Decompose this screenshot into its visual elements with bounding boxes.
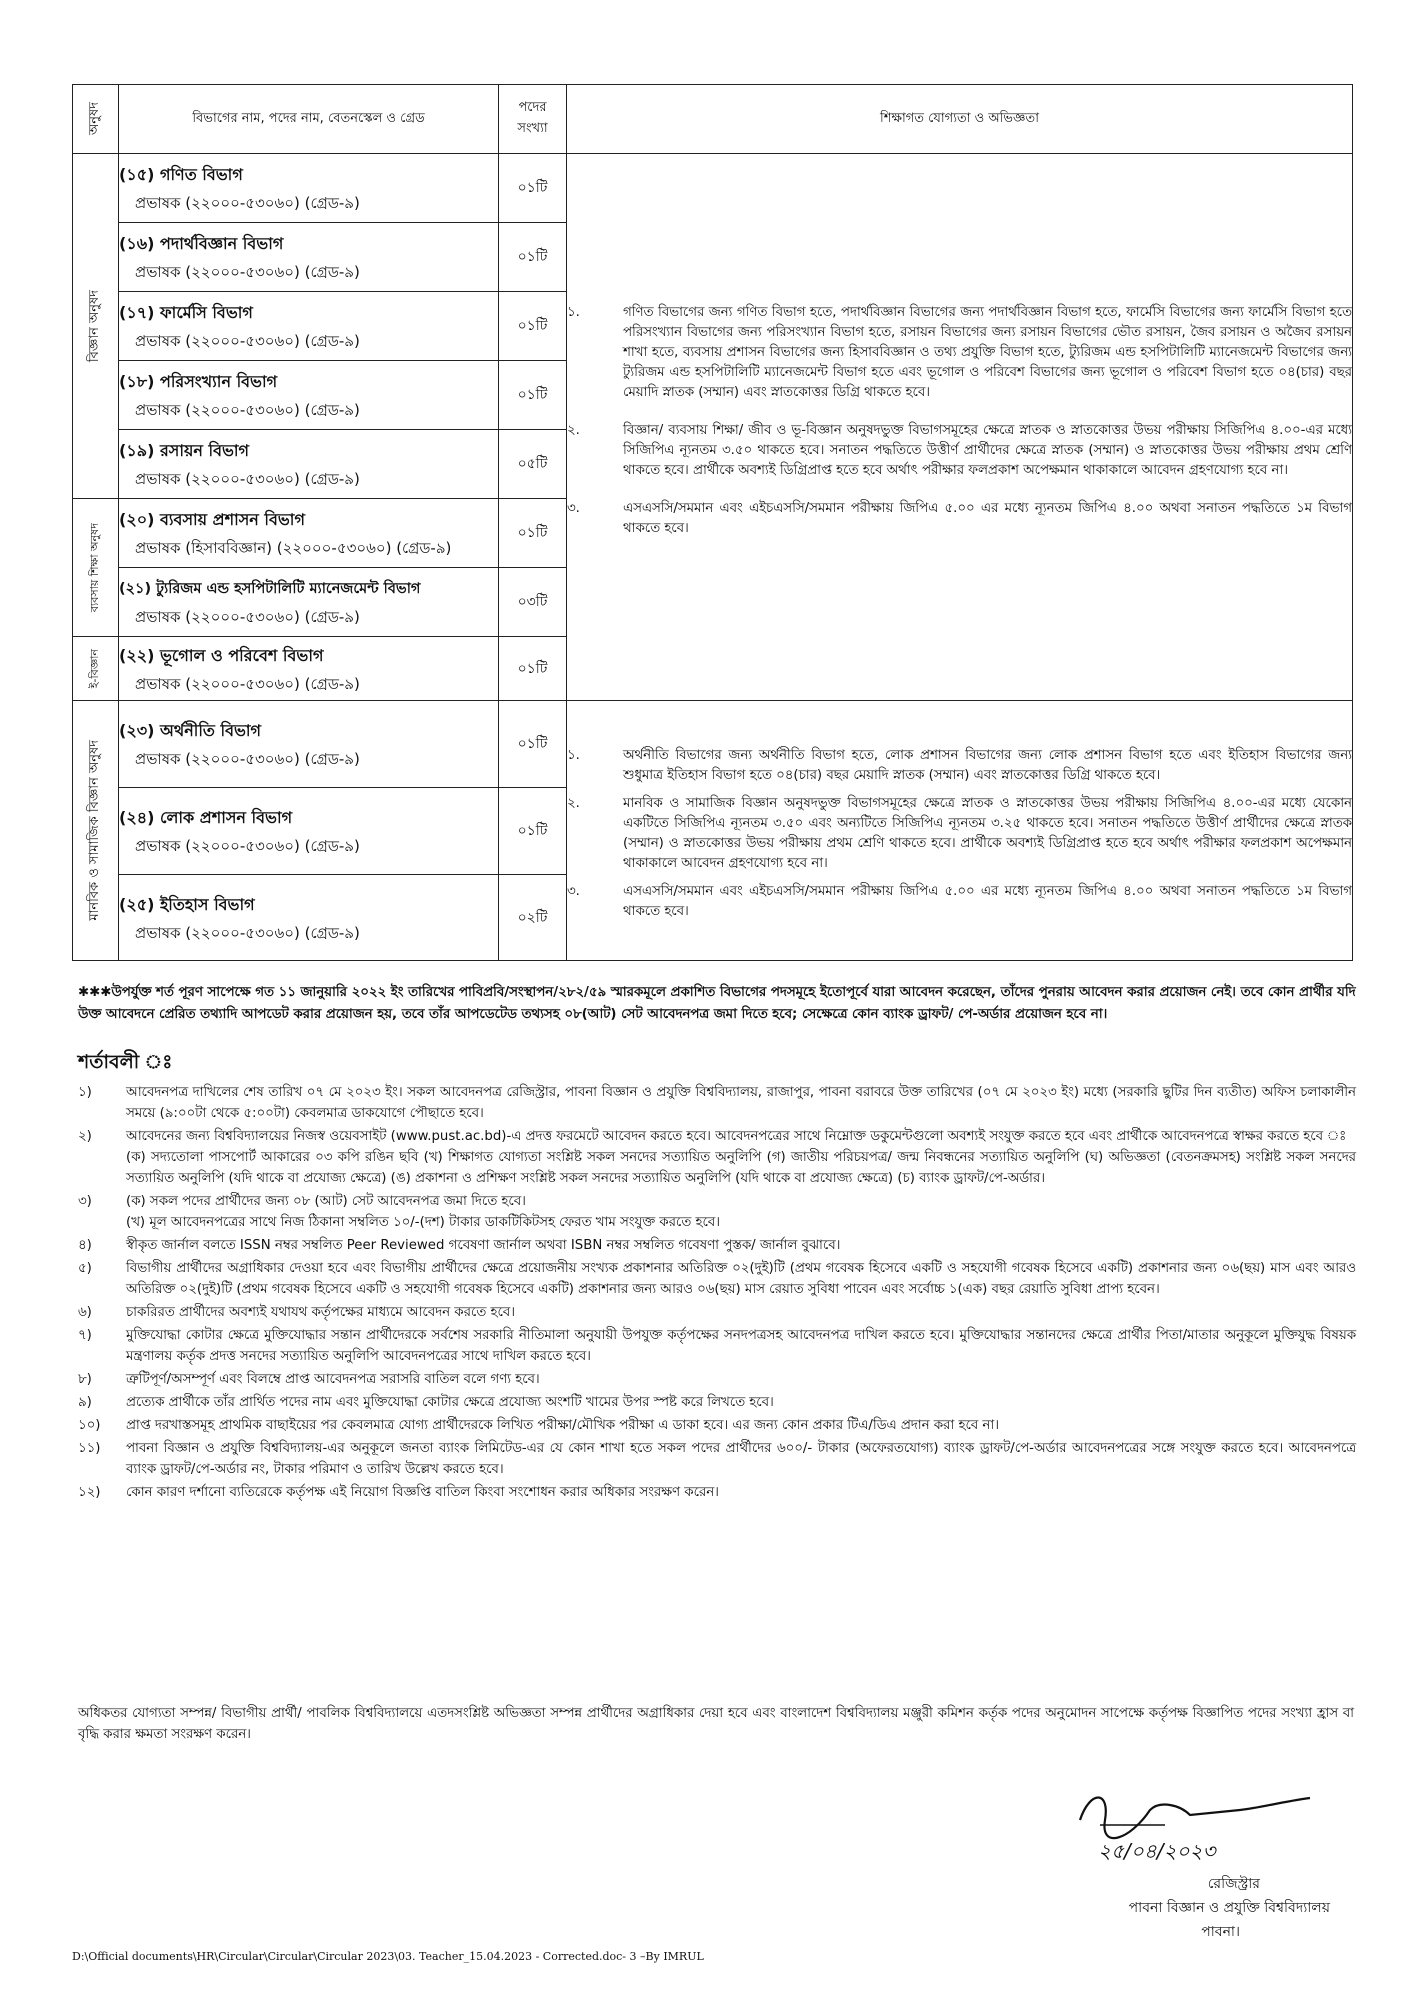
dept-cell: (২৩) অর্থনীতি বিভাগ প্রভাষক (২২০০০-৫৩০৬০) (গ্রেড-৯)	[119, 701, 499, 788]
faculty-e-science: ই-বিজ্ঞান	[73, 637, 119, 701]
reapplication-note: ✱✱✱উপর্যুক্ত শর্ত পূরণ সাপেক্ষে গত ১১ জানুয়ারি ২০২২ ইং তারিখের পাবিপ্রবি/সংস্থাপন/২৮২/৫৯ স্মারকমূলে প্রকাশিত বিভাগের পদসমূহে ইতোপূর্বে যারা আবেদন করেছেন, তাঁদের পুনরায় আবেদন করার প্রয়োজন নেই। তবে কোন প্রার্থীর যদি উক্ত আবেদনে প্রেরিত তথ্যাদি আপডেট করার প্রয়োজন হয়, তবে তাঁর আপডেটেড তথ্যসহ ০৮(আট) সেট আবেদনপত্র জমা দিতে হবে; সেক্ষেত্রে কোন ব্যাংক ড্রাফট/ পে-অর্ডার প্রয়োজন হবে না।	[78, 985, 1356, 1022]
post-count: ০১টি	[499, 788, 567, 875]
table-row	[73, 701, 1353, 788]
qualification-item: ২. বিজ্ঞান/ ব্যবসায় শিক্ষা/ জীব ও ভূ-বিজ্ঞান অনুষদভুক্ত বিভাগসমূহের ক্ষেত্রে স্নাতক ও স্নাতকোত্তর উভয় পরীক্ষায় সিজিপিএ ৪.০০-এর মধ্যে সিজিপিএ ন্যূনতম ৩.৫০ থাকতে হবে। সনাতন পদ্ধতিতে উত্তীর্ণ প্রার্থীদের ক্ষেত্রে স্নাতক (সম্মান) ও স্নাতকোত্তর উভয় পরীক্ষায় প্রথম শ্রেণি থাকতে হবে। প্রার্থীকে অবশ্যই ডিগ্রিপ্রাপ্ত হতে হবে অর্থাৎ পরীক্ষার ফলপ্রকাশ অপেক্ষমান থাকাকালে আবেদন গ্রহণযোগ্য হবে না।	[567, 423, 1352, 478]
dept-cell: (১৬) পদার্থবিজ্ঞান বিভাগ প্রভাষক (২২০০০-৫৩০৬০) (গ্রেড-৯)	[119, 223, 499, 292]
signatory-title: রেজিস্ট্রার	[1207, 1876, 1260, 1892]
signature-icon	[1070, 1780, 1330, 1870]
dept-cell: (১৮) পরিসংখ্যান বিভাগ প্রভাষক (২২০০০-৫৩০৬০) (গ্রেড-৯)	[119, 361, 499, 430]
post-count: ০৩টি	[499, 568, 567, 637]
post-count: ০১টি	[499, 223, 567, 292]
list-item: ৫) বিভাগীয় প্রার্থীদের অগ্রাধিকার দেওয়া হবে এবং বিভাগীয় প্রার্থীদের ক্ষেত্রে প্রয়োজনীয় সংখ্যক প্রকাশনার অতিরিক্ত ০২(দুই)টি (প্রথম গবেষক হিসেবে একটি ও সহযোগী গবেষক হিসেবে একটি) প্রকাশনার জন্য ০৬(ছয়) মাস এবং আরও অতিরিক্ত ০২(দুই)টি (প্রথম গবেষক হিসেবে একটি ও সহযোগী গবেষক হিসেবে একটি) প্রকাশনার জন্য আরও ০৬(ছয়) মাস রেয়াত সুবিধা পাবেন এবং সর্বোচ্চ ১(এক) বছর রেয়াতি সুবিধা প্রাপ্য হবেন।	[78, 1261, 1356, 1297]
signature-date: ২৫/০৪/২০২৩	[1098, 1839, 1216, 1863]
qualification-header: শিক্ষাগত যোগ্যতা ও অভিজ্ঞতা	[567, 85, 1353, 154]
qualification-item: ৩. এসএসসি/সমমান এবং এইচএসসি/সমমান পরীক্ষায় জিপিএ ৫.০০ এর মধ্যে ন্যূনতম জিপিএ ৪.০০ অথবা সনাতন পদ্ধতিতে ১ম বিভাগ থাকতে হবে।	[567, 883, 1352, 919]
count-header: পদের সংখ্যা	[499, 85, 567, 154]
dept-cell: (২২) ভূগোল ও পরিবেশ বিভাগ প্রভাষক (২২০০০-৫৩০৬০) (গ্রেড-৯)	[119, 637, 499, 701]
list-item: ৩) (ক) সকল পদের প্রার্থীদের জন্য ০৮ (আট) সেট আবেদনপত্র জমা দিতে হবে। (খ) মূল আবেদনপত্রের সাথে নিজ ঠিকানা সম্বলিত ১০/-(দশ) টাকার ডাকটিকিটসহ ফেরত খাম সংযুক্ত করতে হবে।	[78, 1194, 720, 1230]
list-item: ৮) ত্রুটিপূর্ণ/অসম্পূর্ণ এবং বিলম্বে প্রাপ্ত আবেদনপত্র সরাসরি বাতিল বলে গণ্য হবে।	[78, 1372, 540, 1387]
dept-cell: (১৭) ফার্মেসি বিভাগ প্রভাষক (২২০০০-৫৩০৬০) (গ্রেড-৯)	[119, 292, 499, 361]
list-item: ১০) প্রাপ্ত দরখাস্তসমূহ প্রাথমিক বাছাইয়ের পর কেবলমাত্র যোগ্য প্রার্থীদেরকে লিখিত পরীক্ষা/মৌখিক পরীক্ষা এ ডাকা হবে। এর জন্য কোন প্রকার টিএ/ডিএ প্রদান করা হবে না।	[78, 1418, 999, 1433]
signatory-city: পাবনা।	[1201, 1924, 1240, 1940]
faculty-business: ব্যবসায় শিক্ষা অনুষদ	[73, 499, 119, 637]
post-count: ০৫টি	[499, 430, 567, 499]
list-item: ৬) চাকরিরত প্রার্থীদের অবশ্যই যথাযথ কর্তৃপক্ষের মাধ্যমে আবেদন করতে হবে।	[78, 1305, 515, 1320]
qualification-item: ৩. এসএসসি/সমমান এবং এইচএসসি/সমমান পরীক্ষায় জিপিএ ৫.০০ এর মধ্যে ন্যূনতম জিপিএ ৪.০০ অথবা সনাতন পদ্ধতিতে ১ম বিভাগ থাকতে হবে।	[567, 501, 1352, 536]
dept-cell: (২৪) লোক প্রশাসন বিভাগ প্রভাষক (২২০০০-৫৩০৬০) (গ্রেড-৯)	[119, 788, 499, 875]
signatory-org: পাবনা বিজ্ঞান ও প্রযুক্তি বিশ্ববিদ্যালয়	[1128, 1900, 1330, 1916]
list-item: ৪) স্বীকৃত জার্নাল বলতে ISSN নম্বর সম্বলিত Peer Reviewed গবেষণা জার্নাল অথবা ISBN নম্বর সম্বলিত গবেষণা পুস্তক/ জার্নাল বুঝাবে।	[78, 1238, 841, 1253]
list-item: ১১) পাবনা বিজ্ঞান ও প্রযুক্তি বিশ্ববিদ্যালয়-এর অনুকূলে জনতা ব্যাংক লিমিটেড-এর যে কোন শাখা হতে সকল পদের প্রার্থীদের ৬০০/- টাকার (অফেরতযোগ্য) ব্যাংক ড্রাফট/পে-অর্ডার আবেদনপত্রের সঙ্গে সংযুক্ত করতে হবে। আবেদনপত্রে ব্যাংক ড্রাফট/পে-অর্ডার নং, টাকার পরিমাণ ও তারিখ উল্লেখ করতে হবে।	[78, 1441, 1357, 1477]
qualification-block-2	[567, 701, 1353, 961]
dept-cell: (২১) ট্যুরিজম এন্ড হসপিটালিটি ম্যানেজমেন্ট বিভাগ প্রভাষক (২২০০০-৫৩০৬০) (গ্রেড-৯)	[119, 568, 499, 637]
terms-list	[78, 1082, 1356, 1505]
qualification-block-1	[567, 154, 1353, 701]
faculty-humanities: মানবিক ও সামাজিক বিজ্ঞান অনুষদ	[73, 701, 119, 961]
dept-header: বিভাগের নাম, পদের নাম, বেতনস্কেল ও গ্রেড	[119, 85, 499, 154]
signatory-block	[1010, 1872, 1330, 1944]
qualification-item: ২. মানবিক ও সামাজিক বিজ্ঞান অনুষদভুক্ত বিভাগসমূহের ক্ষেত্রে স্নাতক ও স্নাতকোত্তর উভয় পরীক্ষায় সিজিপিএ ৪.০০-এর মধ্যে যেকোন একটিতে সিজিপিএ ন্যূনতম ৩.৫০ এবং অন্যটিতে সিজিপিএ ন্যূনতম ৩.২৫ থাকতে হবে। সনাতন পদ্ধতিতে উত্তীর্ণ প্রার্থীদের ক্ষেত্রে স্নাতক (সম্মান) ও স্নাতকোত্তর উভয় পরীক্ষায় প্রথম শ্রেণি থাকতে হবে। প্রার্থীকে অবশ্যই ডিগ্রিপ্রাপ্ত হতে হবে অর্থাৎ পরীক্ষার ফলপ্রকাশ অপেক্ষমান থাকাকালে আবেদন গ্রহণযোগ্য হবে না।	[567, 795, 1352, 871]
post-count: ০১টি	[499, 637, 567, 701]
list-item: ২) আবেদনের জন্য বিশ্ববিদ্যালয়ের নিজস্ব ওয়েবসাইট (www.pust.ac.bd)-এ প্রদত্ত ফরমেটে আবেদন করতে হবে। আবেদনপত্রের সাথে নিম্নোক্ত ডকুমেন্টগুলো অবশ্যই সংযুক্ত করতে হবে এবং প্রার্থীকে আবেদনপত্রে স্বাক্ষর করতে হবে ঃ (ক) সদ্যতোলা পাসপোর্ট আকারের ০৩ কপি রঙিন ছবি (খ) শিক্ষাগত যোগ্যতা সংশ্লিষ্ট সকল সনদের সত্যায়িত অনুলিপি (গ) জাতীয় পরিচয়পত্র/ জন্ম নিবন্ধনের সত্যায়িত অনুলিপি (ঘ) অভিজ্ঞতা (বেতনক্রমসহ) সংশ্লিষ্ট সকল সনদের সত্যায়িত অনুলিপি (যদি থাকে বা প্রযোজ্য ক্ষেত্রে) (ঙ) প্রকাশনা ও প্রশিক্ষণ সংশ্লিষ্ট সকল সনদের সত্যায়িত অনুলিপি (যদি থাকে বা প্রযোজ্য ক্ষেত্রে) (চ) ব্যাংক ড্রাফট/পে-অর্ডার।	[78, 1129, 1356, 1186]
faculty-science: বিজ্ঞান অনুষদ	[73, 154, 119, 499]
post-count: ০১টি	[499, 361, 567, 430]
list-item: ৯) প্রত্যেক প্রার্থীকে তাঁর প্রার্থিত পদের নাম এবং মুক্তিযোদ্ধা কোটার ক্ষেত্রে প্রযোজ্য অংশটি খামের উপর স্পষ্ট করে লিখতে হবে।	[78, 1395, 774, 1410]
terms-heading: শর্তাবলী ঃ	[78, 1051, 173, 1073]
dept-cell: (২০) ব্যবসায় প্রশাসন বিভাগ প্রভাষক (হিসাববিজ্ঞান) (২২০০০-৫৩০৬০) (গ্রেড-৯)	[119, 499, 499, 568]
qualification-item: ১. অর্থনীতি বিভাগের জন্য অর্থনীতি বিভাগ হতে, লোক প্রশাসন বিভাগের জন্য লোক প্রশাসন বিভাগ হতে এবং ইতিহাস বিভাগের জন্য শুধুমাত্র ইতিহাস বিভাগ হতে ০৪(চার) বছর মেয়াদি স্নাতক (সম্মান) এবং স্নাতকোত্তর ডিগ্রি থাকতে হবে।	[567, 747, 1352, 783]
table-header-row	[73, 85, 1353, 154]
closing-paragraph: অধিকতর যোগ্যতা সম্পন্ন/ বিভাগীয় প্রার্থী/ পাবলিক বিশ্ববিদ্যালয়ে এতদসংশ্লিষ্ট অভিজ্ঞতা সম্পন্ন প্রার্থীদের অগ্রাধিকার দেয়া হবে এবং বাংলাদেশ বিশ্ববিদ্যালয় মঞ্জুরী কমিশন কর্তৃক পদের অনুমোদন সাপেক্ষে কর্তৃপক্ষ বিজ্ঞাপিত পদের সংখ্যা হ্রাস বা বৃদ্ধি করার ক্ষমতা সংরক্ষণ করেন।	[78, 1706, 1354, 1742]
file-path-footer: D:\Official documents\HR\Circular\Circular\Circular 2023\03. Teacher_15.04.2023 - Corrected.doc- 3 –By IMRUL	[72, 1950, 704, 1963]
post-count: ০১টি	[499, 292, 567, 361]
list-item: ১) আবেদনপত্র দাখিলের শেষ তারিখ ০৭ মে ২০২৩ ইং। সকল আবেদনপত্র রেজিস্ট্রার, পাবনা বিজ্ঞান ও প্রযুক্তি বিশ্ববিদ্যালয়, রাজাপুর, পাবনা বরাবরে উক্ত তারিখের (০৭ মে ২০২৩ ইং) মধ্যে (সরকারি ছুটির দিন ব্যতীত) অফিস চলাকালীন সময়ে (৯:০০টা থেকে ৫:০০টা) কেবলমাত্র ডাকযোগে পৌছাতে হবে।	[78, 1085, 1356, 1121]
posts-table	[72, 84, 1353, 961]
dept-cell: (১৫) গণিত বিভাগ প্রভাষক (২২০০০-৫৩০৬০) (গ্রেড-৯)	[119, 154, 499, 223]
post-count: ০১টি	[499, 154, 567, 223]
qualification-item: ১. গণিত বিভাগের জন্য গণিত বিভাগ হতে, পদার্থবিজ্ঞান বিভাগের জন্য পদার্থবিজ্ঞান বিভাগ হতে, ফার্মেসি বিভাগের জন্য ফার্মেসি বিভাগ হতে পরিসংখ্যান বিভাগের জন্য পরিসংখ্যান বিভাগ হতে, রসায়ন বিভাগের জন্য রসায়ন বিভাগের ভৌত রসায়ন, জৈব রসায়ন ও অজৈব রসায়ন শাখা হতে, ব্যবসায় প্রশাসন বিভাগের জন্য হিসাববিজ্ঞান ও তথ্য প্রযুক্তি বিভাগ হতে, ট্যুরিজম এন্ড হসপিটালিটি ম্যানেজমেন্ট বিভাগের জন্য ট্যুরিজম এন্ড হসপিটালিটি ম্যানেজমেন্ট বিভাগ হতে এবং ভূগোল ও পরিবেশ বিভাগের জন্য ভূগোল ও পরিবেশ বিভাগ হতে ০৪(চার) বছর মেয়াদি স্নাতক (সম্মান) এবং স্নাতকোত্তর ডিগ্রি থাকতে হবে।	[567, 305, 1352, 400]
dept-cell: (১৯) রসায়ন বিভাগ প্রভাষক (২২০০০-৫৩০৬০) (গ্রেড-৯)	[119, 430, 499, 499]
faculty-header: অনুষদ	[73, 85, 119, 154]
list-item: ৭) মুক্তিযোদ্ধা কোটার ক্ষেত্রে মুক্তিযোদ্ধার সন্তান প্রার্থীদেরকে সর্বশেষ সরকারি নীতিমালা অনুযায়ী উপযুক্ত কর্তৃপক্ষের সনদপত্রসহ আবেদনপত্র দাখিল করতে হবে। মুক্তিযোদ্ধার সন্তানদের ক্ষেত্রে প্রার্থীর পিতা/মাতার অনুকূলে মুক্তিযুদ্ধ বিষয়ক মন্ত্রণালয় কর্তৃক প্রদত্ত সনদের সত্যায়িত অনুলিপি আবেদনপত্রের সাথে দাখিল করতে হবে।	[78, 1328, 1356, 1364]
dept-cell: (২৫) ইতিহাস বিভাগ প্রভাষক (২২০০০-৫৩০৬০) (গ্রেড-৯)	[119, 875, 499, 961]
table-row	[73, 154, 1353, 223]
post-count: ০২টি	[499, 875, 567, 961]
post-count: ০১টি	[499, 701, 567, 788]
post-count: ০১টি	[499, 499, 567, 568]
list-item: ১২) কোন কারণ দর্শানো ব্যতিরেকে কর্তৃপক্ষ এই নিয়োগ বিজ্ঞপ্তি বাতিল কিংবা সংশোধন করার অধিকার সংরক্ষণ করেন।	[78, 1485, 719, 1500]
